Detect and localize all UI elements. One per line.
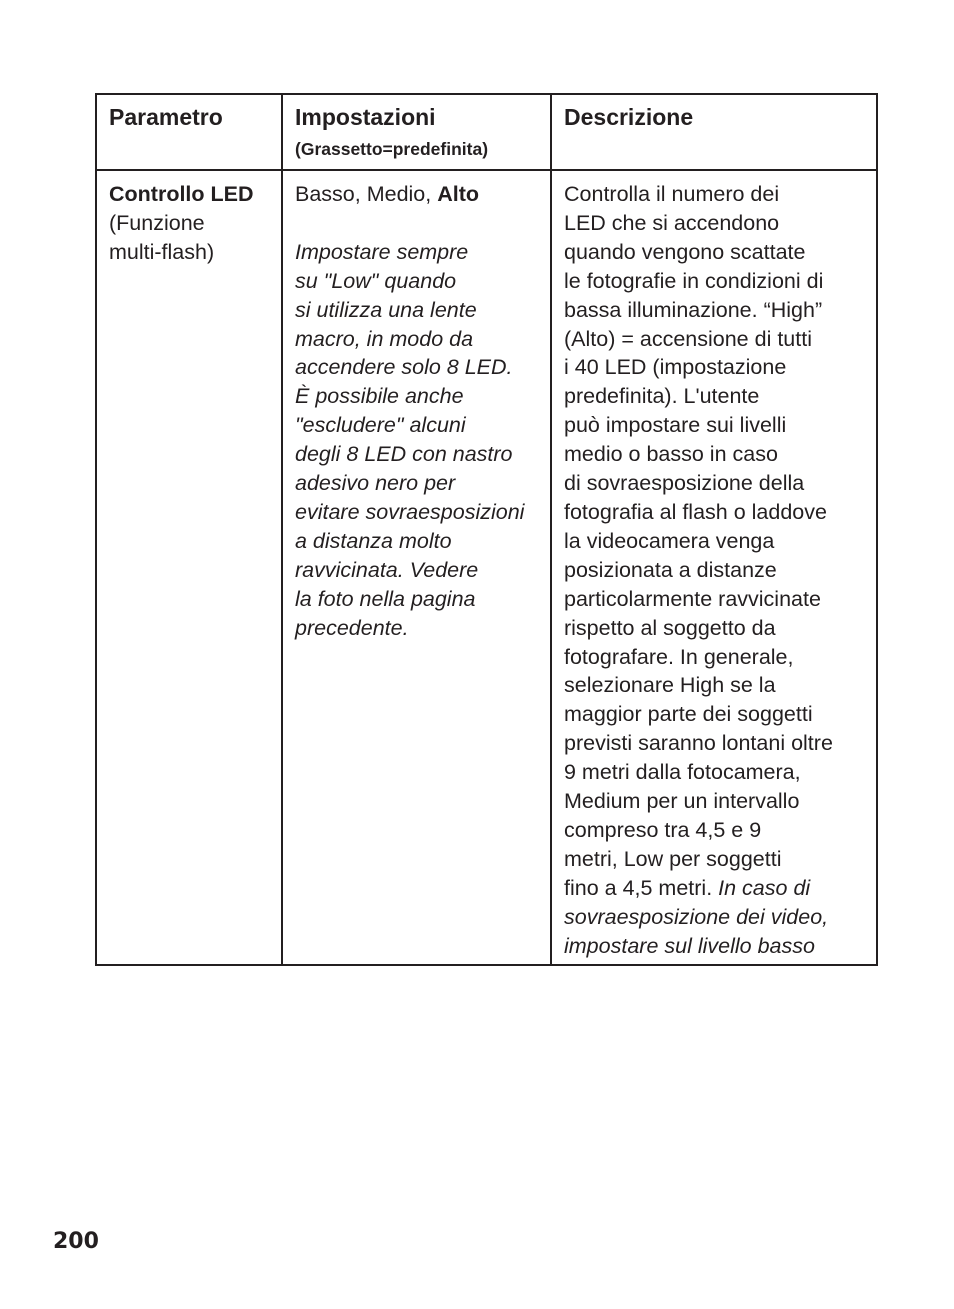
settings-note [295, 238, 540, 643]
text-line: adesivo nero per [295, 471, 456, 496]
text-line: evitare sovraesposizioni [295, 499, 525, 524]
text-line: la videocamera venga [564, 528, 775, 553]
text-line: precedente. [295, 615, 409, 640]
header-parametro [96, 94, 282, 170]
text-line: degli 8 LED con nastro [295, 442, 513, 467]
text-line: bassa illuminazione. “High” [564, 297, 823, 322]
text-line: su "Low" quando [295, 268, 457, 293]
spacer [295, 209, 540, 238]
header-impostazioni-note: (Grassetto=predefinita) [295, 139, 489, 159]
text-line: accendere solo 8 LED. [295, 355, 513, 380]
header-descrizione [551, 94, 877, 170]
param-name: Controllo LED [109, 182, 254, 206]
text-line: macro, in modo da [295, 326, 474, 351]
header-impostazioni-label: Impostazioni [295, 104, 436, 130]
header-parametro-label: Parametro [109, 104, 223, 130]
cell-impostazioni [282, 170, 551, 965]
text-line: LED che si accendono [564, 210, 780, 235]
settings-default: Alto [437, 182, 480, 206]
param-note-line: multi-flash) [109, 239, 215, 264]
text-line: a distanza molto [295, 528, 452, 553]
text-line: la foto nella pagina [295, 586, 476, 611]
description-last-italic: In caso di [718, 875, 811, 900]
text-line: le fotografie in condizioni di [564, 268, 824, 293]
text-line: particolarmente ravvicinate [564, 586, 821, 611]
text-line: compreso tra 4,5 e 9 [564, 817, 762, 842]
text-line: può impostare sui livelli [564, 413, 787, 438]
text-line: Controlla il numero dei [564, 182, 780, 206]
text-line: previsti saranno lontani oltre [564, 731, 833, 756]
text-line: fotografia al flash o laddove [564, 499, 827, 524]
table-header-row [96, 94, 877, 170]
cell-parametro [96, 170, 282, 965]
text-line: predefinita). L'utente [564, 384, 760, 409]
header-descrizione-label: Descrizione [564, 104, 694, 130]
text-line: selezionare High se la [564, 673, 776, 698]
text-line: metri, Low per soggetti [564, 846, 782, 871]
text-line: i 40 LED (impostazione [564, 355, 787, 380]
settings-table [95, 93, 878, 966]
param-note-line: (Funzione [109, 210, 205, 235]
text-line: ravvicinata. Vedere [295, 557, 479, 582]
header-impostazioni [282, 94, 551, 170]
text-line: medio o basso in caso [564, 442, 778, 467]
text-line: fotografare. In generale, [564, 644, 794, 669]
text-line: di sovraesposizione della [564, 471, 805, 496]
page-number: 200 [53, 1229, 99, 1254]
text-line: quando vengono scattate [564, 239, 806, 264]
cell-descrizione [551, 170, 877, 965]
text-line: rispetto al soggetto da [564, 615, 776, 640]
text-line: posizionata a distanze [564, 557, 777, 582]
text-line: maggior parte dei soggetti [564, 702, 813, 727]
description-last-regular: fino a 4,5 metri. [564, 875, 719, 900]
description-italic-text [564, 903, 866, 961]
text-line: impostare sul livello basso [564, 933, 815, 958]
description-text [564, 180, 866, 874]
text-line: (Alto) = accensione di tutti [564, 326, 812, 351]
text-line: si utilizza una lente [295, 297, 477, 322]
text-line: sovraesposizione dei video, [564, 904, 829, 929]
settings-options: Basso, Medio, [295, 182, 438, 206]
text-line: Impostare sempre [295, 239, 469, 264]
text-line: È possibile anche [295, 384, 464, 409]
text-line: 9 metri dalla fotocamera, [564, 760, 801, 785]
table-row [96, 170, 877, 965]
text-line: Medium per un intervallo [564, 789, 800, 814]
description-line-mixed [564, 874, 866, 903]
text-line: "escludere" alcuni [295, 413, 466, 438]
settings-options-line [295, 180, 540, 209]
